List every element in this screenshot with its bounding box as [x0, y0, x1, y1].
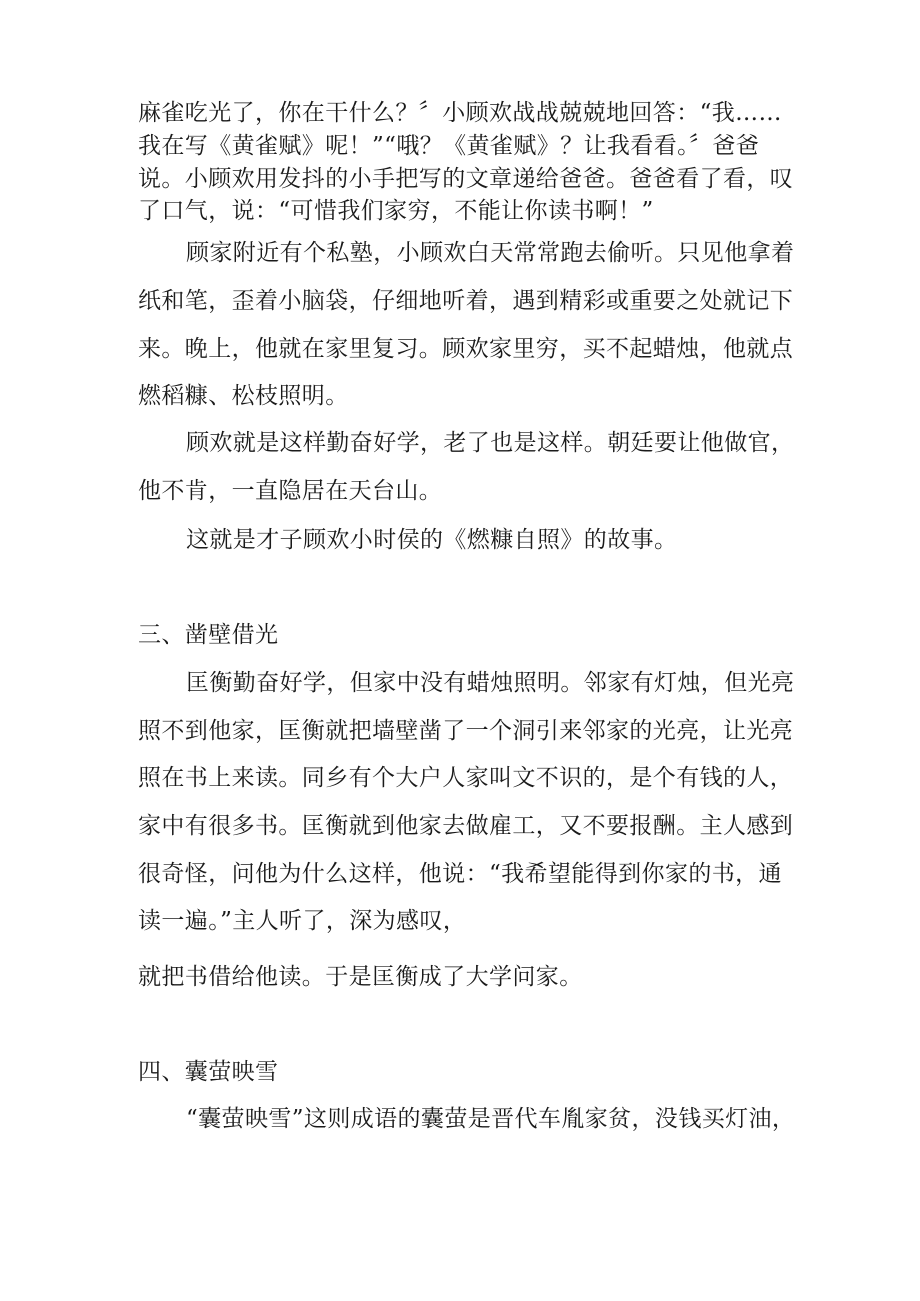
- paragraph-line: 他不肯，一直隐居在天台山。: [138, 478, 443, 504]
- paragraph-line: “囊萤映雪”这则成语的囊萤是晋代车胤家贫，没钱买灯油，: [186, 1106, 796, 1132]
- section-heading: 四、囊萤映雪: [138, 1059, 279, 1085]
- paragraph-line: 纸和笔，歪着小脑袋，仔细地听着，遇到精彩或重要之处就记下: [138, 288, 794, 314]
- paragraph-line: 这就是才子顾欢小时侯的《燃糠自照》的故事。: [186, 527, 678, 553]
- paragraph-line: 燃稻糠、松枝照明。: [138, 383, 349, 409]
- paragraph-line: 就把书借给他读。于是匡衡成了大学问家。: [138, 964, 583, 990]
- paragraph-line: 很奇怪，问他为什么这样，他说：“我希望能得到你家的书，通: [138, 861, 782, 887]
- paragraph-line: 麻雀吃光了，你在干什么？〞小顾欢战战兢兢地回答：“我……: [138, 100, 782, 126]
- paragraph-line: 说。小顾欢用发抖的小手把写的文章递给爸爸。爸爸看了看，叹: [138, 166, 794, 192]
- section-heading: 三、凿壁借光: [138, 622, 279, 648]
- paragraph-line: 了口气，说：“可惜我们家穷，不能让你读书啊！”: [138, 198, 654, 224]
- paragraph-line: 我在写《黄雀赋》呢！”“哦？《黄雀赋》？让我看看。〞爸爸: [138, 133, 760, 159]
- paragraph-line: 读一遍。”主人听了，深为感叹，: [138, 908, 467, 934]
- paragraph-line: 顾家附近有个私塾，小顾欢白天常常跑去偷听。只见他拿着: [186, 240, 795, 266]
- paragraph-line: 照不到他家，匡衡就把墙壁凿了一个洞引来邻家的光亮，让光亮: [138, 718, 794, 744]
- paragraph-line: 照在书上来读。同乡有个大户人家叫文不识的，是个有钱的人，: [138, 765, 794, 791]
- paragraph-line: 匡衡勤奋好学，但家中没有蜡烛照明。邻家有灯烛，但光亮: [186, 670, 795, 696]
- paragraph-line: 顾欢就是这样勤奋好学，老了也是这样。朝廷要让他做官，: [186, 430, 795, 456]
- paragraph-line: 家中有很多书。匡衡就到他家去做雇工，又不要报酬。主人感到: [138, 813, 794, 839]
- paragraph-line: 来。晚上，他就在家里复习。顾欢家里穷，买不起蜡烛，他就点: [138, 336, 794, 362]
